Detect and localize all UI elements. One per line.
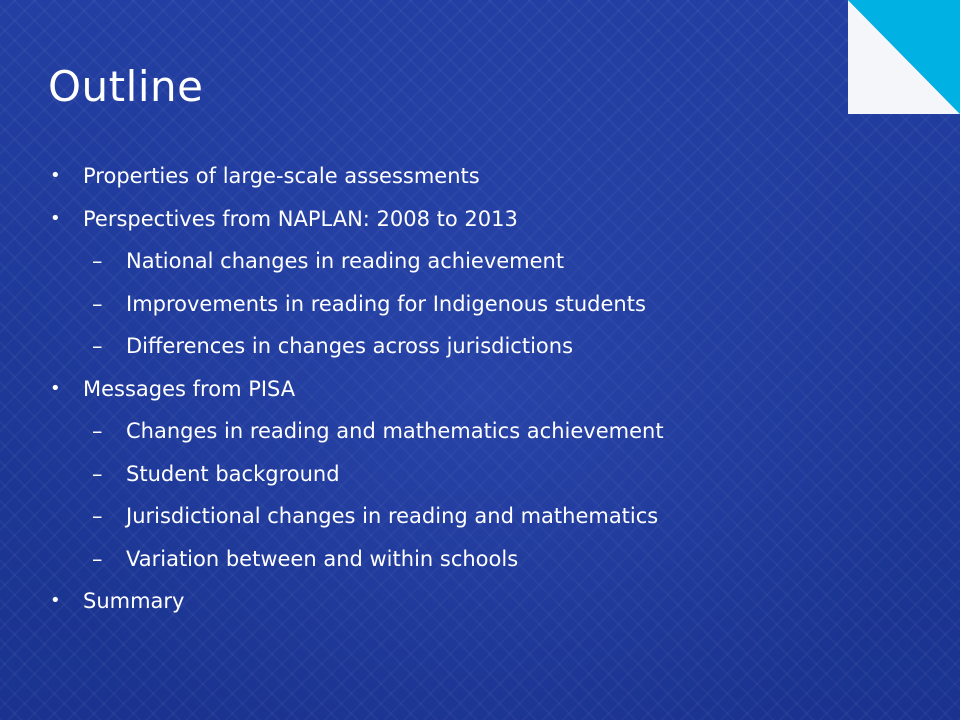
sub-bullet-item [48,325,908,368]
bullet-marker: • [50,377,61,399]
sub-bullet-text: Changes in reading and mathematics achievement [126,419,664,443]
sub-bullet-item [48,240,908,283]
sub-bullet-text: Student background [126,461,340,486]
sub-bullet-text: Variation between and within schools [126,546,519,571]
sub-bullet-item [48,453,908,496]
bullet-marker: • [50,590,61,611]
sub-bullet-text: Differences in changes across jurisdictions [126,334,574,358]
dash-marker: – [92,461,103,486]
bullet-text: Perspectives from NAPLAN: 2008 to 2013 [83,206,518,231]
bullet-item [48,155,908,198]
dash-marker: – [92,546,103,571]
sub-bullet-text: National changes in reading achievement [126,249,565,273]
dash-marker: – [92,504,103,528]
bullet-marker: • [50,165,61,186]
dash-marker: – [92,334,103,358]
sub-bullet-item [48,538,908,581]
sub-bullet-text: Jurisdictional changes in reading and mathematics [126,504,659,528]
sub-bullet-item [48,495,908,538]
bullet-item [48,368,908,411]
bullet-text: Properties of large-scale assessments [83,164,480,188]
dash-marker: – [92,419,103,443]
sub-bullet-item [48,283,908,326]
slide-title: Outline [48,62,204,111]
sub-bullet-text: Improvements in reading for Indigenous students [126,291,646,316]
bullet-item [48,198,908,241]
dash-marker: – [92,291,103,316]
bullet-text: Summary [83,589,185,613]
corner-decoration-icon [848,0,960,114]
sub-bullet-item [48,410,908,453]
bullet-list [48,155,908,623]
bullet-item [48,580,908,623]
dash-marker: – [92,249,103,273]
bullet-text: Messages from PISA [83,376,296,401]
bullet-marker: • [50,207,61,229]
